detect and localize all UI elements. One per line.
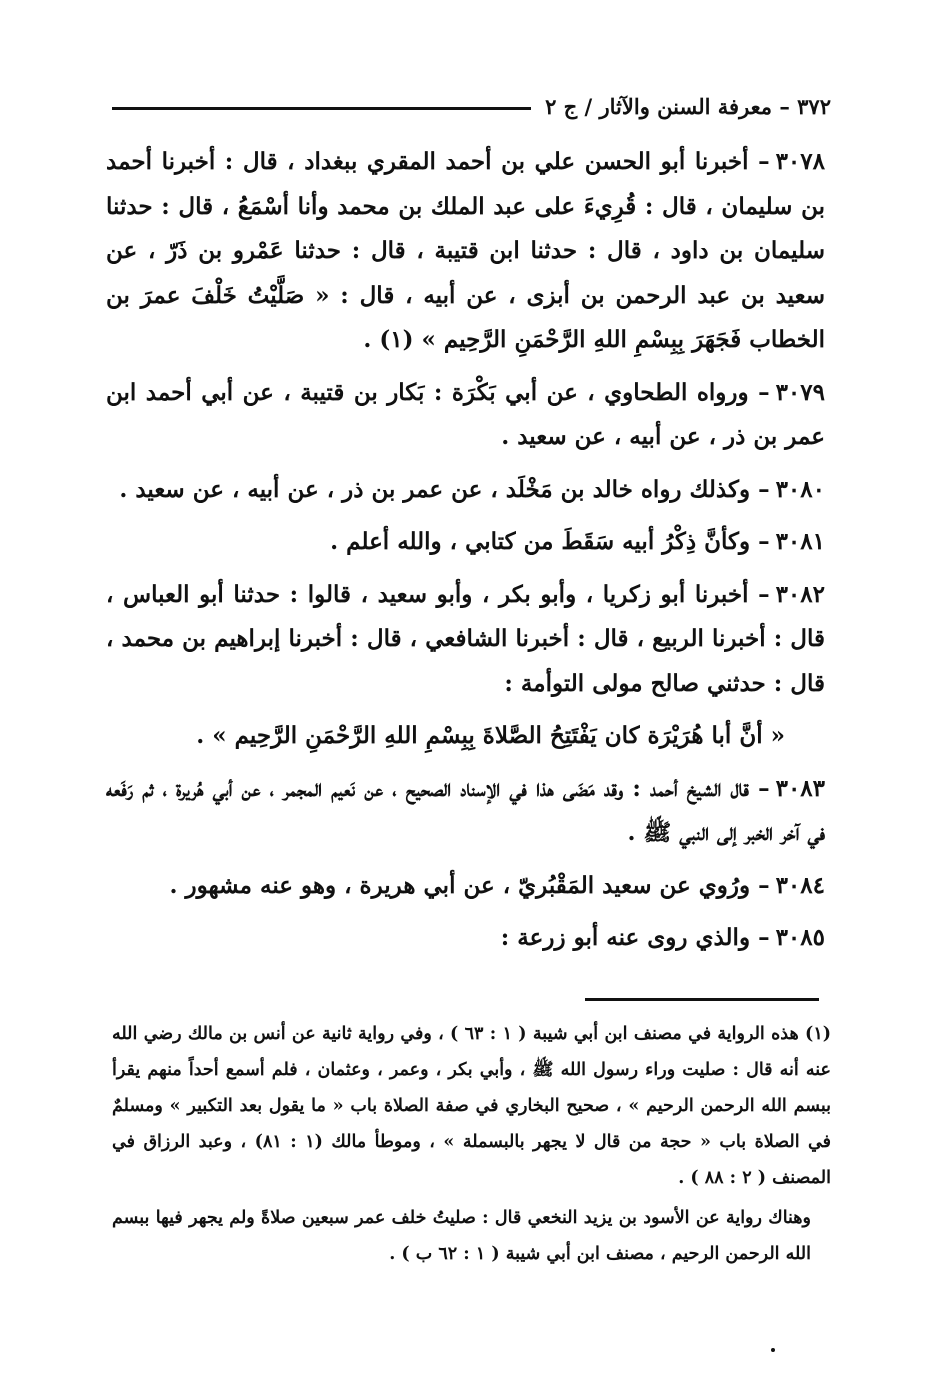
hadith-paragraph xyxy=(106,864,825,909)
running-title: ٣٧٢ – معرفة السنن والآثار / ج ٢ xyxy=(545,93,831,119)
hadith-number: ٣٠٨٠ xyxy=(775,475,825,503)
footnote-rule xyxy=(585,998,819,1001)
hadith-text: – قال الشيخ أحمد : وقد مَضَى هذا في الإسناد الصحيح ، عن نَعيم المجمر ، عن أبي هُريرة ، ثم رَفَعه في آخر الخبر إلى النبي ﷺ . xyxy=(106,774,825,846)
main-text xyxy=(106,140,825,969)
hadith-text: – وكذلك رواه خالد بن مَخْلَد ، عن عمر بن ذر ، عن أبيه ، عن سعيد . xyxy=(119,475,770,503)
hadith-number: ٣٠٨٤ xyxy=(775,871,825,899)
hadith-number: ٣٠٨٣ xyxy=(775,774,826,802)
hadith-paragraph xyxy=(106,468,825,513)
hadith-paragraph xyxy=(106,767,825,856)
footnote-text: وهناك رواية عن الأسود بن يزيد النخعي قال : صليتُ خلف عمر سبعين صلاةً ولم يجهر فيها ببسم الله الرحمن الرحيم ، مصنف ابن أبي شيبة ( ١ : ٦٢ ب ) . xyxy=(112,1208,811,1264)
hadith-text: – والذي روى عنه أبو زرعة : xyxy=(500,924,770,951)
hadith-text: – ورُوي عن سعيد المَقْبُريّ ، عن أبي هريرة ، وهو عنه مشهور . xyxy=(169,871,770,899)
footnotes xyxy=(112,1016,831,1276)
hadith-paragraph xyxy=(106,916,825,961)
footnote-text: (١) هذه الرواية في مصنف ابن أبي شيبة ( ١ : ٦٣ ) ، وفي رواية ثانية عن أنس بن مالك رضي الله عنه أنه قال : صليت وراء رسول الله ﷺ ، وأبي بكر ، وعمر ، وعثمان ، فلم أسمع أحداً منهم يقرأ ببسم الله الرحمن الرحيم » ، صحيح البخاري في صفة الصلاة باب « ما يقول بعد التكبير » ومسلمٌ في الصلاة باب « حجة من قال لا يجهر بالبسملة » ، وموطأ مالك (١ : ٨١) ، وعبد الرزاق في المصنف ( ٢ : ٨٨ ) . xyxy=(112,1024,831,1188)
hadith-number: ٣٠٧٩ xyxy=(775,378,825,406)
hadith-paragraph xyxy=(106,140,825,363)
hadith-text: – أخبرنا أبو الحسن علي بن أحمد المقري ببغداد ، قال : أخبرنا أحمد بن سليمان ، قال : قُرِيءَ على عبد الملك بن محمد وأنا أسْمَعُ ، قال : حدثنا سليمان بن داود ، قال : حدثنا ابن قتيبة ، قال : حدثنا عَمْرو بن ذَرّ ، عن سعيد بن عبد الرحمن بن أبزى ، عن أبيه ، قال : « صَلَّيْتُ خَلْفَ عمرَ بن الخطاب فَجَهَرَ بِبِسْمِ اللهِ الرَّحْمَنِ الرَّحِيم » (١) . xyxy=(106,148,825,353)
hadith-number: ٣٠٨٥ xyxy=(775,924,825,951)
header-rule xyxy=(112,107,531,110)
hadith-text: – وكأنَّ ذِكْرُ أبيه سَقَطَ من كتابي ، والله أعلم . xyxy=(330,528,770,555)
hadith-paragraph xyxy=(106,520,825,565)
hadith-paragraph xyxy=(106,573,825,707)
hadith-text: – ورواه الطحاوي ، عن أبي بَكْرَة : بَكار بن قتيبة ، عن أبي أحمد ابن عمر بن ذر ، عن أبيه ، عن سعيد . xyxy=(106,378,825,450)
hadith-paragraph xyxy=(106,371,825,460)
hadith-text: – أخبرنا أبو زكريا ، وأبو بكر ، وأبو سعيد ، قالوا : حدثنا أبو العباس ، قال : أخبرنا الربيع ، قال : أخبرنا الشافعي ، قال : أخبرنا إبراهيم بن محمد ، قال : حدثني صالح مولى التوأمة : xyxy=(106,580,825,697)
hadith-number: ٣٠٧٨ xyxy=(775,148,825,175)
hadith-quote xyxy=(106,714,825,759)
hadith-number: ٣٠٨٢ xyxy=(775,580,825,608)
hadith-number: ٣٠٨١ xyxy=(775,528,825,555)
hadith-text: « أنَّ أبا هُرَيْرَة كان يَفْتَتِحُ الصَّلاةَ بِبِسْمِ اللهِ الرَّحْمَنِ الرَّحِيم » . xyxy=(196,722,785,749)
page-header xyxy=(112,86,831,126)
page-speck xyxy=(771,1348,775,1352)
